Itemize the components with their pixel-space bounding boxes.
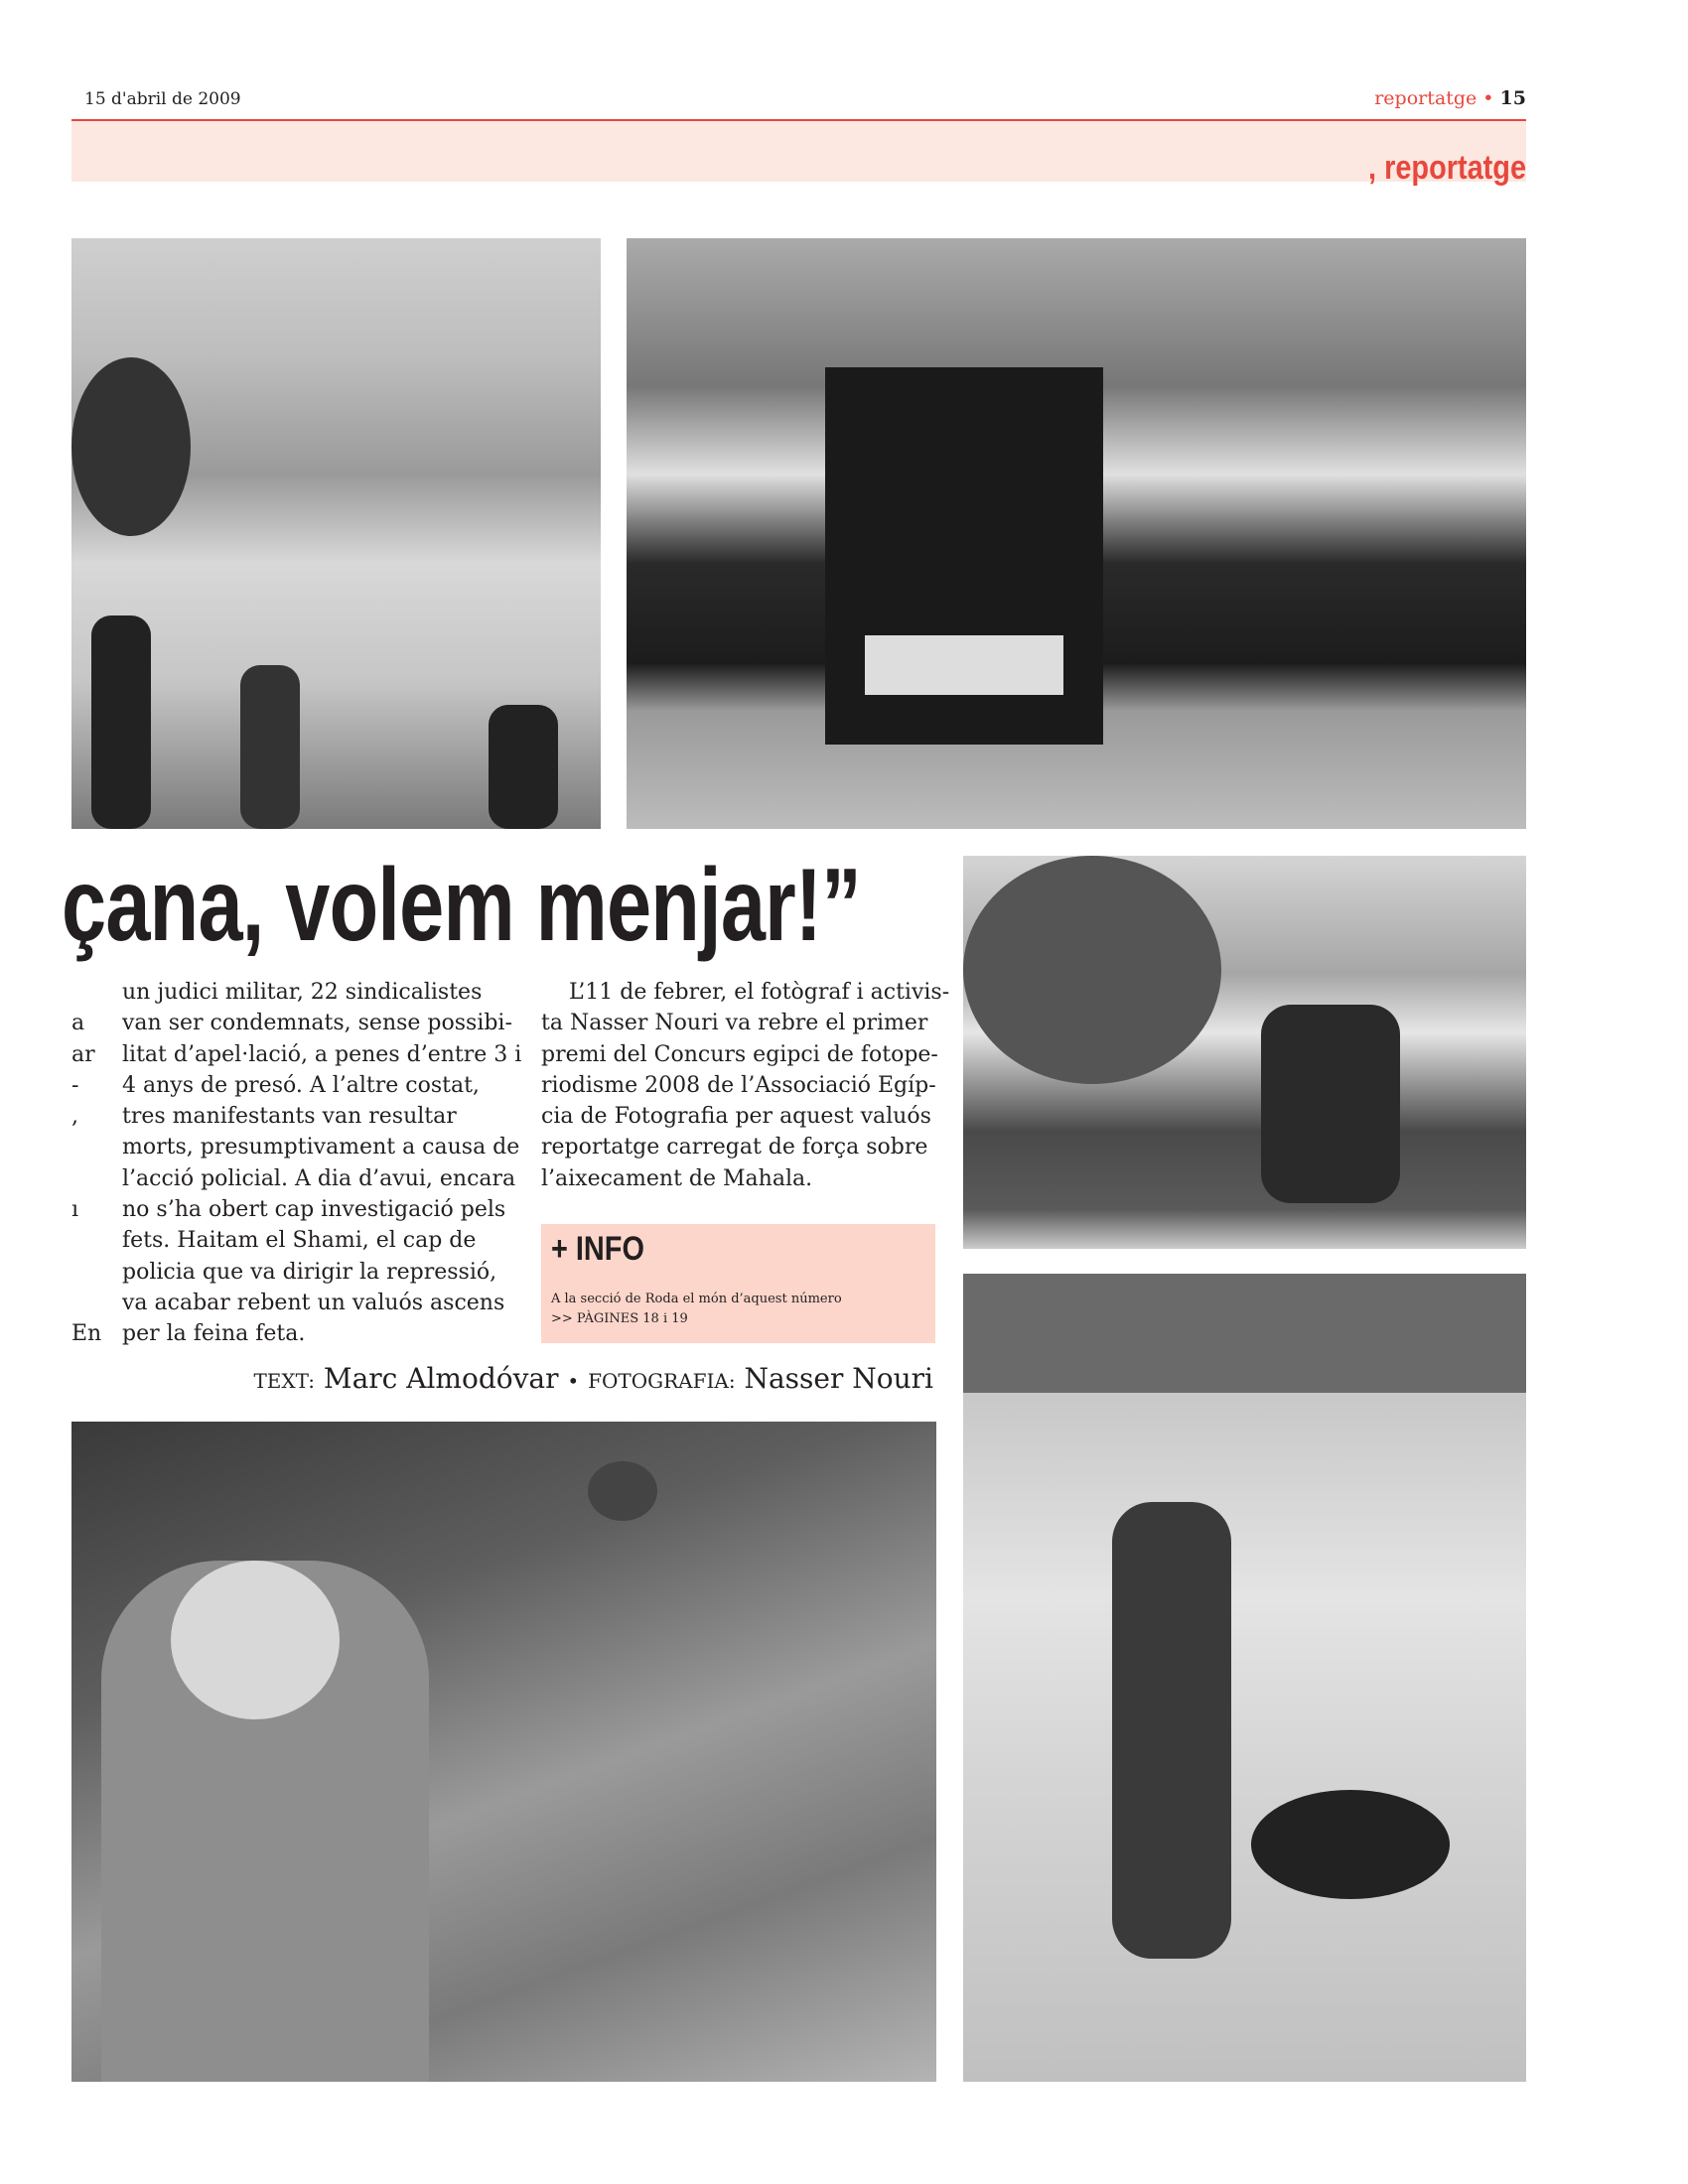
author: Marc Almodóvar (323, 1362, 559, 1395)
photo-crouching-protesters (963, 856, 1526, 1249)
fragment (71, 1225, 101, 1256)
section-band (71, 121, 1526, 182)
text-line: tres manifestants van resultar (122, 1104, 457, 1130)
issue-date: 15 d'abril de 2009 (84, 89, 241, 109)
text-line: un judici militar, 22 sindicalistes (122, 980, 483, 1005)
text-line: ta Nasser Nouri va rebre el primer (541, 1011, 928, 1036)
text-line: no s’ha obert cap investigació pels (122, 1197, 506, 1223)
body-column-1 (122, 977, 521, 1350)
text-line: reportatge carregat de força sobre (541, 1135, 928, 1160)
text-line: van ser condemnats, sense possibi- (122, 1011, 512, 1036)
info-box (541, 1224, 935, 1343)
fragment (71, 977, 101, 1008)
text-line: fets. Haitam el Shami, el cap de (122, 1228, 477, 1254)
fragment: ar (71, 1041, 95, 1067)
photo-armored-vehicle (627, 238, 1526, 829)
headline (62, 849, 861, 962)
fragment: En (71, 1321, 102, 1347)
fragment: ı (71, 1197, 79, 1223)
info-pages-link[interactable]: >> PÀGINES 18 i 19 (551, 1311, 688, 1326)
text-line: riodisme 2008 de l’Associació Egíp- (541, 1072, 936, 1098)
text-line: cia de Fotografia per aquest valuós (541, 1104, 931, 1130)
folio-separator: • (1482, 87, 1494, 109)
body-column-2 (541, 977, 949, 1194)
photo-label: FOTOGRAFIA: (588, 1369, 736, 1393)
byline-separator: • (567, 1369, 580, 1393)
text-line: litat d’apel·lació, a penes d’entre 3 i (122, 1041, 522, 1067)
folio-section: reportatge (1374, 87, 1477, 109)
fragment: , (71, 1104, 78, 1130)
photographer: Nasser Nouri (744, 1362, 933, 1395)
info-description: A la secció de Roda el món d’aquest número (551, 1292, 842, 1306)
text-label: TEXT: (253, 1369, 315, 1393)
photo-running-protester (963, 1274, 1526, 2082)
fragment: - (71, 1072, 79, 1098)
fragment (71, 1257, 101, 1288)
page-number: 15 (1499, 87, 1526, 109)
text-line: L’11 de febrer, el fotògraf i activis- (541, 980, 950, 1005)
byline (253, 1362, 933, 1395)
photo-stone-thrower (71, 1422, 936, 2082)
text-line: va acabar rebent un valuós ascens (122, 1290, 505, 1315)
text-line: per la feina feta. (122, 1321, 306, 1347)
headline-text: ana, volem menjar!” (105, 848, 861, 963)
fragment (71, 1163, 101, 1194)
page-folio (1374, 87, 1526, 109)
text-line: l’aixecament de Mahala. (541, 1165, 813, 1191)
info-text (551, 1290, 842, 1329)
previous-column-fragment (71, 977, 101, 1350)
text-line: l’acció policial. A dia d’avui, encara (122, 1165, 516, 1191)
text-line: premi del Concurs egipci de fotope- (541, 1041, 938, 1067)
section-label: , reportatge (1368, 149, 1526, 187)
text-line: 4 anys de presó. A l’altre costat, (122, 1072, 480, 1098)
fragment (71, 1288, 101, 1318)
fragment (71, 1132, 101, 1162)
text-line: morts, presumptivament a causa de (122, 1135, 520, 1160)
text-line: policia que va dirigir la repressió, (122, 1259, 497, 1285)
fragment: a (71, 1011, 85, 1036)
photo-street-protest (71, 238, 601, 829)
info-title: + INFO (551, 1230, 644, 1268)
headline-cut-char: ç (62, 848, 106, 963)
